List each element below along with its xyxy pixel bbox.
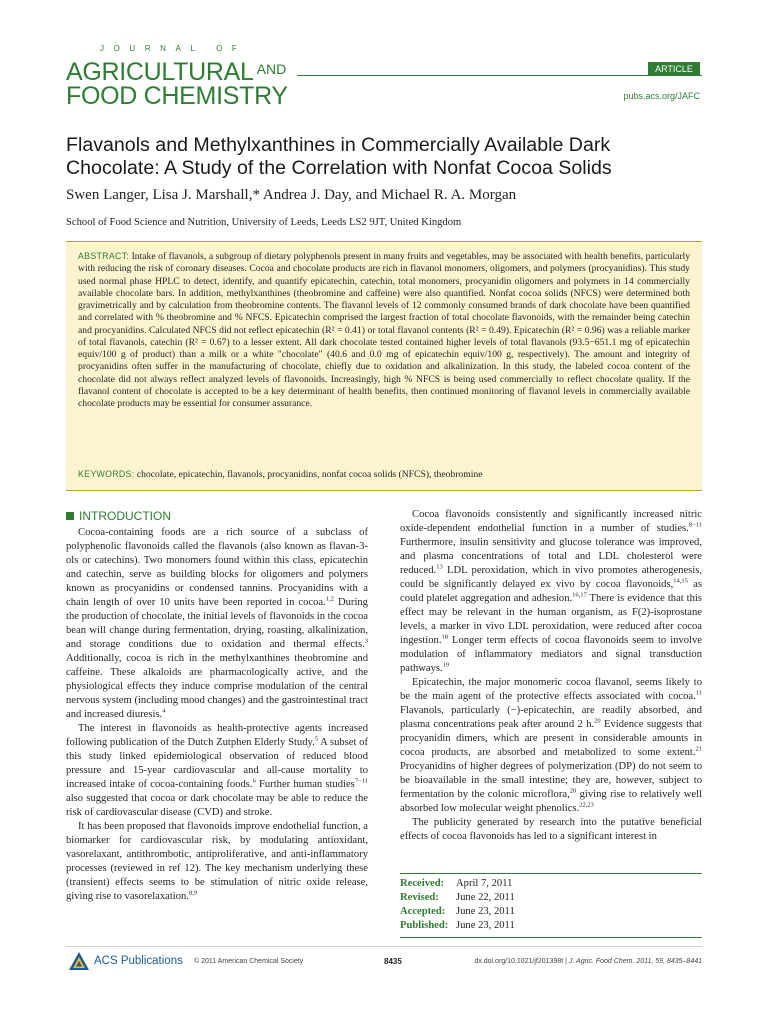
history-label: Revised:	[400, 892, 439, 903]
history-row	[400, 892, 702, 906]
header-rule	[297, 75, 702, 76]
paragraph-text: It has been proposed that flavonoids improve endothelial function, a biomarker for cardiovascular risk, by modulating antioxidant, vasorelaxant, antithrombotic, antiproliferative, and anti-inflammatory processes (reviewed in ref 12). The key mechanism underlying these (transient) effects seems to be stimulation of nitric oxide release, giving rise to vasorelaxation.	[66, 821, 368, 902]
keywords	[78, 468, 690, 481]
paragraph-text: There is evidence that this effect may be relevant in the human organism, as F(2)-isoprostane levels, a marker in vivo LDL peroxidation, were reduced after cocoa ingestion.	[400, 593, 702, 646]
paragraph-text: LDL peroxidation, which in vivo promotes atherogenesis, could be significantly delayed ex vivo by cocoa flavonoids,	[400, 565, 702, 590]
citation-ref[interactable]: 20	[569, 787, 577, 795]
page-number: 8435	[384, 957, 402, 966]
paragraph-text: giving rise to relatively well absorbed low molecular weight phenolics.	[400, 789, 702, 814]
keywords-text: chocolate, epicatechin, flavanols, procyanidins, nonfat cocoa solids (NFCS), theobromine	[136, 469, 483, 480]
journal-citation: J. Agric. Food Chem. 2011, 59, 8435–8441	[568, 958, 702, 965]
footer-rule	[66, 946, 702, 947]
history-row	[400, 920, 702, 934]
article-title: Flavanols and Methylxanthines in Commercially Available Dark Chocolate: A Study of the Correlation with Nonfat Cocoa Solids	[66, 134, 612, 179]
paragraph-text: Flavanols, particularly (−)-epicatechin, are readily absorbed, and plasma concentrations peak after around 2 h.	[400, 705, 702, 730]
paragraph	[66, 526, 368, 722]
journal-top-line: JOURNAL OF	[100, 44, 247, 53]
history-label: Published:	[400, 920, 449, 931]
paragraph-text: Epicatechin, the major monomeric cocoa flavanol, seems likely to be the main agent of the protective effects associated with cocoa.	[400, 677, 702, 702]
paragraph-text: Further human studies	[255, 779, 355, 790]
paragraph-text: Additionally, cocoa is rich in the methylxanthines theobromine and caffeine. These alkaloids are pharmacologically active, and the physiological effects they induce comprise modulation of the central nervous system (including mood changes) and the gastrointestinal tract and increased diuresis.	[66, 653, 368, 720]
history-top-rule	[400, 873, 702, 874]
author-list: Swen Langer, Lisa J. Marshall,* Andrea J. Day, and Michael R. A. Morgan	[66, 187, 517, 203]
journal-url-link[interactable]: pubs.acs.org/JAFC	[623, 91, 700, 101]
copyright: © 2011 American Chemical Society	[194, 958, 304, 965]
paragraph-text: Cocoa-containing foods are a rich source of a subclass of polyphenolic flavonoids called the flavanols (also known as flavan-3-ols or catechins). Two monomers found within this class, epicatechin and catechin, serve as building blocks for oligomers and polymers known as procyanidins or condensed tannins. Procyanidins with a chain length of over 10 units have been reported in cocoa.	[66, 527, 368, 608]
citation-ref[interactable]: 22,23	[579, 801, 594, 809]
journal-name-line2: FOOD CHEMISTRY	[66, 82, 288, 110]
abstract	[78, 250, 690, 410]
section-square-icon	[66, 512, 74, 520]
history-label: Accepted:	[400, 906, 446, 917]
citation-ref[interactable]: 5	[314, 735, 319, 743]
paragraph-text: Evidence suggests that procyanidin dimers, which are present in considerable amounts in cocoa products, are absorbed and metabolized to some extent.	[400, 719, 702, 758]
affiliation: School of Food Science and Nutrition, University of Leeds, Leeds LS2 9JT, United Kingdom	[66, 217, 462, 228]
doi-citation: dx.doi.org/10.1021/jf201398t | J. Agric. Food Chem. 2011, 59, 8435–8441	[474, 958, 702, 965]
citation-ref[interactable]: 16,17	[572, 591, 587, 599]
section-heading-text: INTRODUCTION	[79, 509, 171, 523]
citation-ref[interactable]: 14,15	[673, 577, 688, 585]
citation-ref[interactable]: 8,9	[188, 889, 198, 897]
left-column-body	[66, 526, 368, 904]
paragraph	[66, 722, 368, 820]
paragraph-text: Furthermore, insulin sensitivity and glucose tolerance was improved, and plasma concentrations of total and LDL cholesterol were reduced.	[400, 537, 702, 576]
doi-link[interactable]: dx.doi.org/10.1021/jf201398t	[474, 958, 564, 965]
paragraph-text: During the production of chocolate, the initial levels of flavonoids in the cocoa bean will change during fermentation, drying, roasting, alkalinization, and storage conditions due to oxidation and thermal effects.	[66, 597, 368, 650]
journal-name-line1	[66, 56, 286, 85]
citation-ref[interactable]: 11	[695, 689, 702, 697]
paragraph-text: Longer term effects of cocoa flavonoids seem to involve modulation of inflammatory mediators and signal transduction pathways.	[400, 635, 702, 674]
citation-ref[interactable]: 18	[441, 633, 448, 641]
section-heading-introduction	[66, 509, 171, 523]
history-date: June 23, 2011	[456, 906, 515, 917]
acs-logo-icon	[68, 951, 90, 971]
paragraph-text: also suggested that cocoa or dark chocolate may be able to reduce the risk of cardiovascular disease (CVD) and stroke.	[66, 793, 368, 818]
abstract-text: Intake of flavanols, a subgroup of dietary polyphenols present in many fruits and vegetables, may be associated with health benefits, particularly with reducing the risk of coronary diseases. Cocoa and chocolate products are rich in flavanol monomers, oligomers, and polymers (procyanidins). This study used normal phase HPLC to detect, identify, and quantify epicatechin, catechin, total monomers, procyanidin oligomers and polymers in 14 commercially available chocolate bars. In addition, methylxanthines (theobromine and caffeine) were also quantified. Nonfat cocoa solids (NFCS) were determined both gravimetrically and by calculation from theobromine contents. The flavanol levels of 12 commonly consumed brands of dark chocolate have been quantified and correlated with % theobromine and % NFCS. Epicatechin comprised the largest fraction of total chocolate flavonoids, with the remainder being catechin and procyanidins. Calculated NFCS did not reflect epicatechin (R² = 0.41) or total flavanol contents (R² = 0.49). Epicatechin (R² = 0.96) was a reliable marker of total flavanols, catechin (R² = 0.67) to a lesser extent. All dark chocolate tested contained higher levels of total flavanols (93.5−651.1 mg of epicatechin equiv/100 g of product) than a milk or a white "chocolate" (40.6 and 0.0 mg of epicatechin equiv/100 g, respectively). The amount and integrity of procyanidins often suffer in the manufacturing of chocolate, chiefly due to oxidation and alkalinization. In this study, the labeled cocoa content of the chocolate did not always reflect analyzed levels of flavonoids. Increasingly, high % NFCS is being used commercially to reflect chocolate quality. If the flavanol content of chocolate is accepted to be a key determinant of health benefits, then continued monitoring of flavanol levels in commercially available chocolate products may be essential for consumer assurance.	[78, 251, 691, 409]
citation-ref[interactable]: 13	[436, 563, 443, 571]
citation-ref[interactable]: 21	[695, 745, 702, 753]
paragraph	[66, 820, 368, 904]
history-bottom-rule	[400, 937, 702, 938]
paragraph-text: as could platelet aggregation and adhesion.	[400, 579, 702, 604]
right-column-body	[400, 508, 702, 844]
history-date: June 23, 2011	[456, 920, 515, 931]
citation-ref[interactable]: 4	[162, 707, 166, 715]
paragraph	[400, 508, 702, 676]
history-label: Received:	[400, 878, 445, 889]
citation-ref[interactable]: 19	[442, 661, 450, 669]
keywords-label: KEYWORDS:	[78, 469, 135, 479]
citation-ref[interactable]: 6	[252, 777, 256, 785]
paragraph	[400, 676, 702, 816]
citation-ref[interactable]: 3	[364, 637, 368, 645]
journal-line1-text: AGRICULTURAL	[66, 58, 254, 86]
history-row	[400, 906, 702, 920]
citation-ref[interactable]: 1,2	[325, 595, 334, 603]
paragraph-text: A subset of this study linked epidemiological observation of reduced blood pressure and 15-year cardiovascular and all-cause mortality to increased intake of cocoa-containing foods.	[66, 737, 368, 790]
paragraph-text: The interest in flavonoids as health-protective agents increased following publication of the Dutch Zutphen Elderly Study.	[66, 723, 368, 748]
journal-and: AND	[256, 61, 287, 77]
citation-ref[interactable]: 7−11	[354, 777, 368, 785]
publisher-name: ACS Publications	[94, 955, 183, 967]
paragraph-text: The publicity generated by research into the putative beneficial effects of cocoa flavonoids has led to a significant interest in	[400, 817, 702, 842]
paragraph	[400, 816, 702, 844]
history-date: June 22, 2011	[456, 892, 515, 903]
article-type-badge: ARTICLE	[648, 62, 700, 76]
history-date: April 7, 2011	[456, 878, 513, 889]
history-row	[400, 878, 702, 892]
paragraph-text: Procyanidins of higher degrees of polymerization (DP) do not seem to be bioavailable in the small intestine; they are, however, subject to fermentation by the colonic microflora,	[400, 761, 702, 800]
citation-ref[interactable]: 8−11	[688, 521, 702, 529]
citation-ref[interactable]: 20	[594, 717, 601, 725]
abstract-label: ABSTRACT:	[78, 251, 130, 261]
paragraph-text: Cocoa flavonoids consistently and significantly increased nitric oxide-dependent endothelial function in a number of studies.	[400, 509, 702, 534]
article-history	[400, 878, 702, 934]
